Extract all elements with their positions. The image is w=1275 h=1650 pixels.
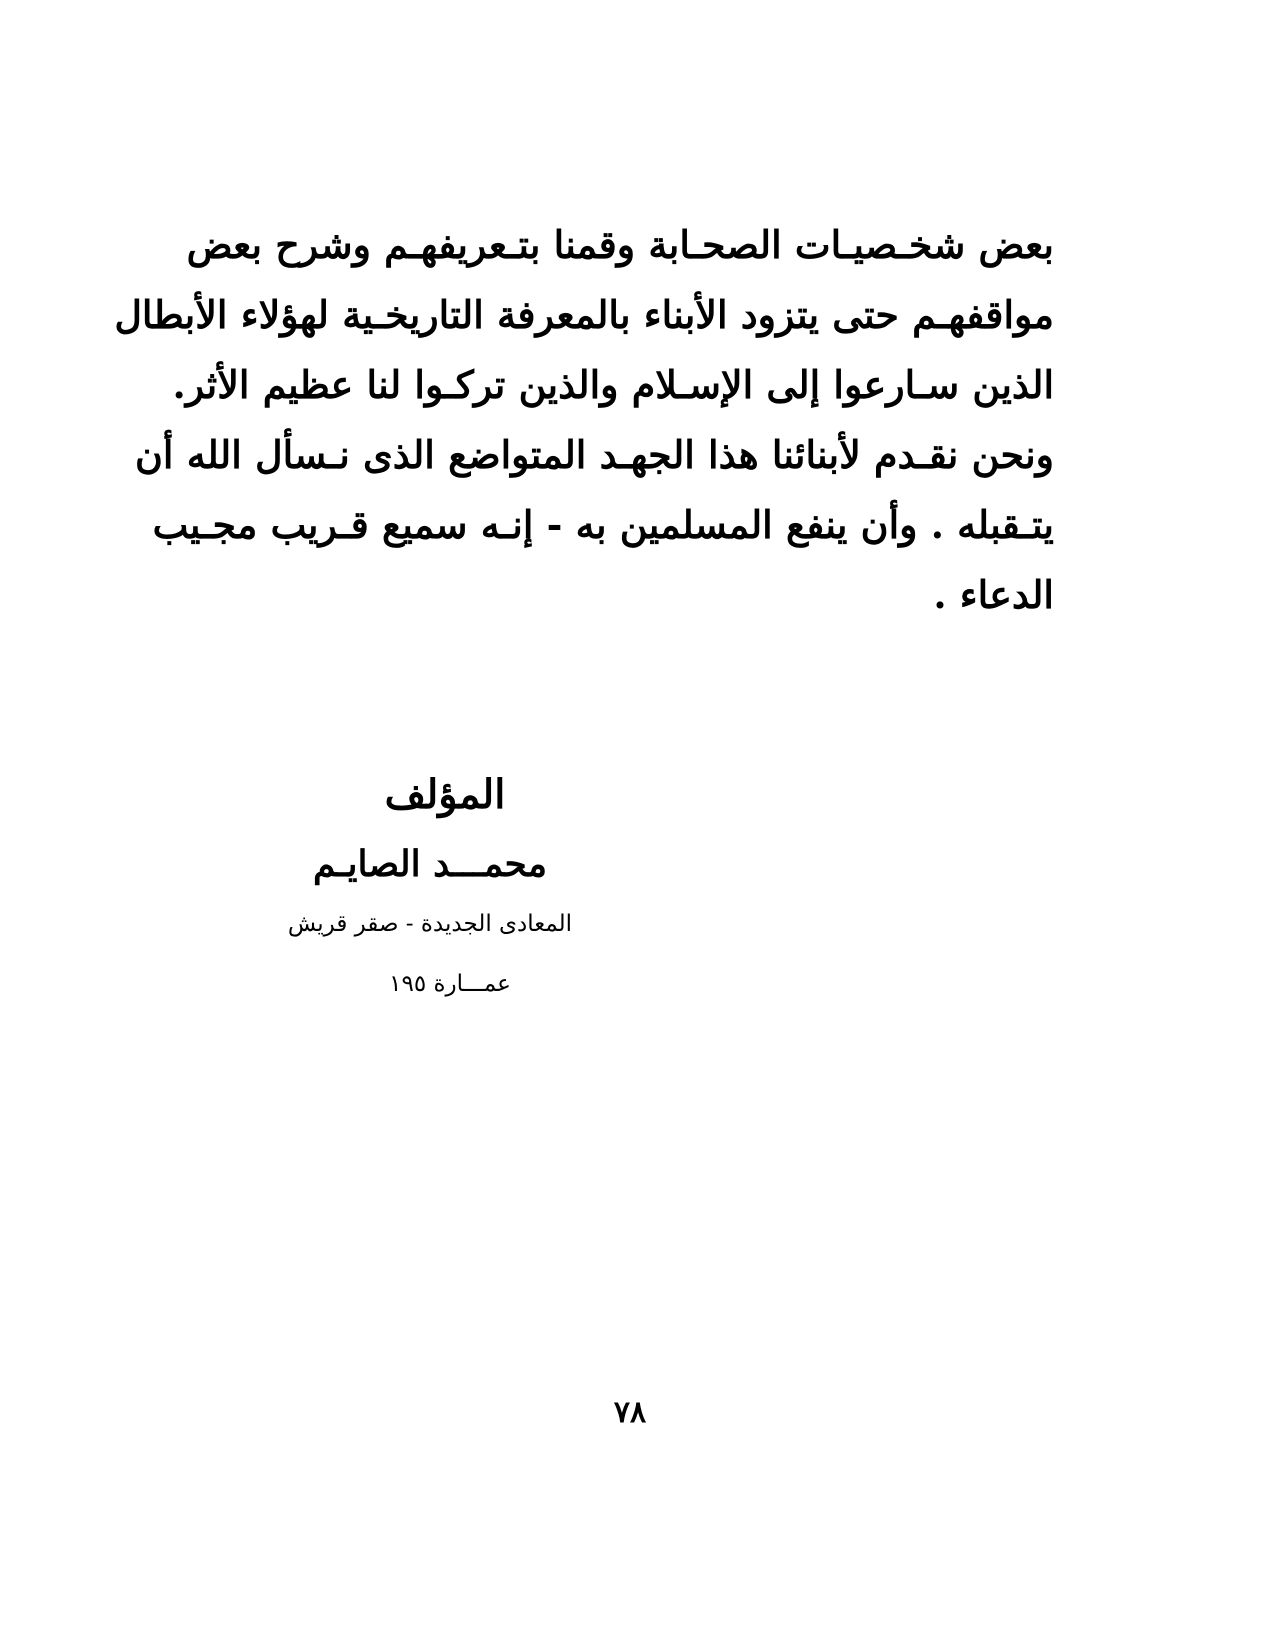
author-name: محمـــد الصايـم [312,843,548,885]
author-label: المؤلف [384,771,506,818]
body-paragraph [114,210,1054,630]
author-signature-block [250,760,610,1014]
text-line: الذين سـارعوا إلى الإسـلام والذين تركـوا لنا عظيم الأثر. [172,362,1054,407]
text-line: يتـقبله . وأن ينفع المسلمين به - إنـه سميع قـريب مجـيب [152,502,1054,547]
text-line: الدعاء . [933,572,1054,617]
text-line: مواقفهـم حتى يتزود الأبناء بالمعرفة التاريخـية لهؤلاء الأبطال [114,292,1054,337]
page-number: ٧٨ [613,1395,647,1430]
author-address: المعادى الجديدة - صقر قريش [287,911,573,937]
text-line: ونحن نقـدم لأبنائنا هذا الجهـد المتواضع الذى نـسأل الله أن [135,432,1054,477]
text-line: بعض شخـصيـات الصحـابة وقمنا بتـعريفهـم وشرح بعض [186,222,1054,267]
author-building: عمـــارة ١٩٥ [389,971,511,997]
